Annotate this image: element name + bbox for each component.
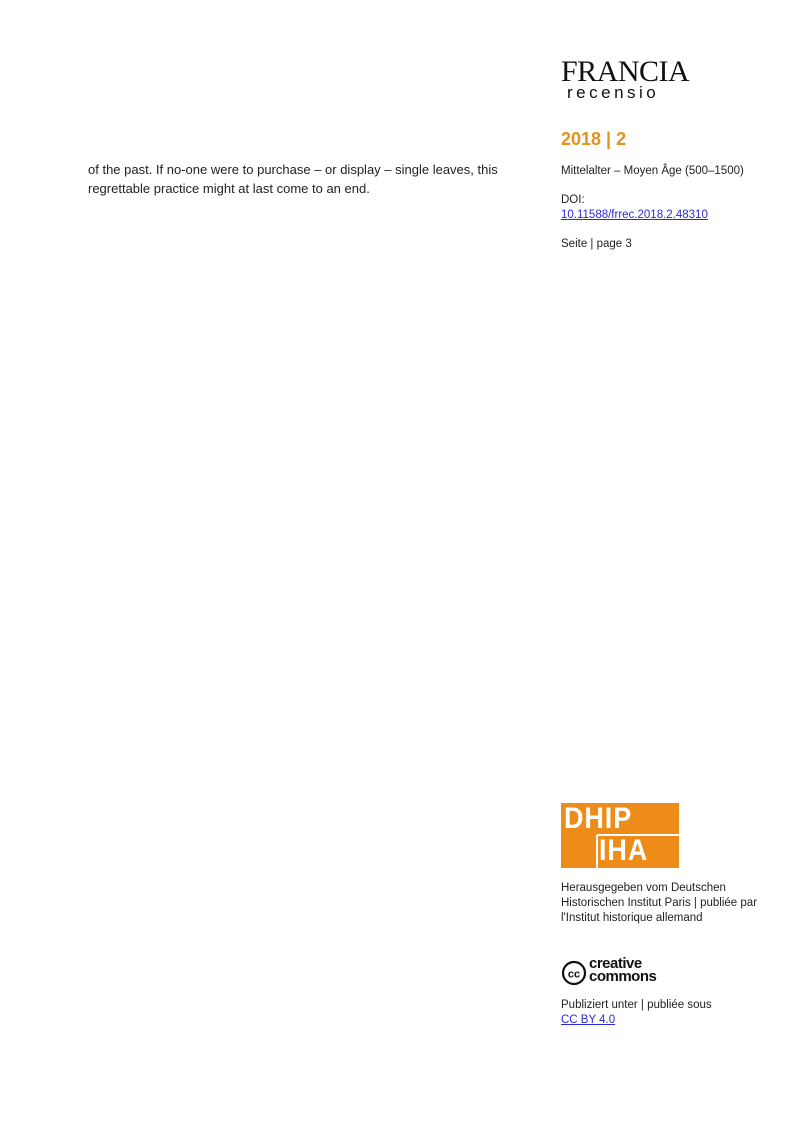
doi-label: DOI: [561,194,585,206]
dhip-logo-line1: DHIP [564,803,633,835]
dhip-logo-dividers [561,803,679,868]
logo-title: FRANCIA [561,55,690,88]
doi-link[interactable]: 10.11588/frrec.2018.2.48310 [561,209,708,221]
svg-text:cc: cc [567,968,581,981]
cc-wordmark [589,957,656,983]
francia-recensio-logo [561,55,721,102]
license-link[interactable]: CC BY 4.0 [561,1014,616,1026]
cc-wordmark-line2: commons [589,968,657,985]
publisher-text: Herausgegeben vom Deutschen Historischen Institut Paris | publiée par l'Institut historique allemand [561,882,758,924]
cc-icon [561,960,587,986]
dhip-iha-logo [561,803,679,868]
license-block [561,998,761,1028]
issue-number: 2018 | 2 [561,129,627,149]
cc-wordmark-line1: creative [589,955,642,972]
logo-subtitle: recensio [567,83,660,102]
dhip-logo-line2: IHA [599,834,649,867]
body-line: regrettable practice might at last come to an end. [88,181,370,196]
doi-block [561,193,761,223]
page-number: Seite | page 3 [561,238,632,250]
body-line: of the past. If no-one were to purchase – or display – single leaves, this [88,162,498,177]
article-body [88,160,518,198]
sidebar [561,128,761,266]
creative-commons-logo [561,955,691,988]
category: Mittelalter – Moyen Âge (500–1500) [561,165,744,177]
license-label: Publiziert unter | publiée sous [561,999,712,1011]
